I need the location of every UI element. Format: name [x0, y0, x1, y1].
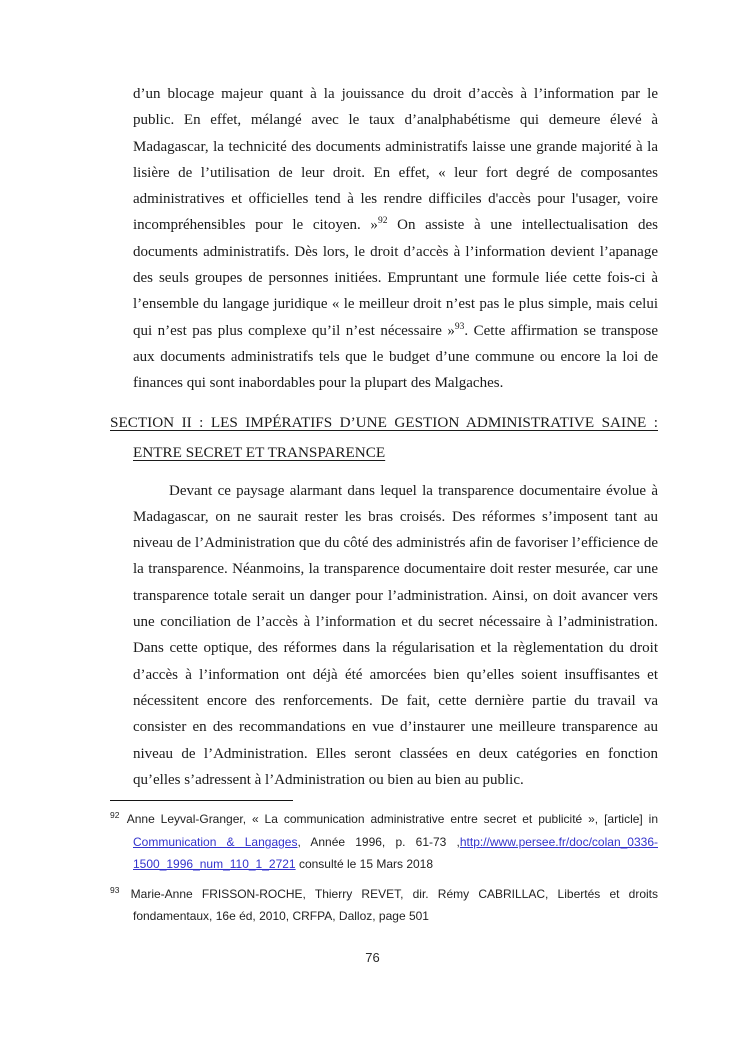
footnote-93-text: Marie-Anne FRISSON-ROCHE, Thierry REVET, dir. Rémy CABRILLAC, Libertés et droits fondamentaux, 16e éd, 2010, CRFPA, Dalloz, page 501	[121, 886, 658, 923]
paragraph-1-text-c: . Cette affirmation se transpose aux documents administratifs tels que le budget d’une commune ou encore la loi de finances qui sont inabordables pour la plupart des Malgaches.	[133, 322, 658, 392]
page-number: 76	[365, 950, 380, 965]
footnote-ref-93: 93	[454, 321, 465, 332]
footnote-93	[110, 883, 658, 928]
paragraph-2: Devant ce paysage alarmant dans lequel la transparence documentaire évolue à Madagascar, on ne saurait rester les bras croisés. Des réformes s’imposent tant au niveau de l’Administration que du côté des administrés afin de favoriser l’efficience de la transparence. Néanmoins, la transparence documentaire doit rester mesurée, car une transparence totale serait un danger pour l’administration. Ainsi, on doit avancer vers une conciliation de l’accès à l’information et du secret nécessaire à l’administration. Dans cette optique, des réformes dans la régularisation et la règlementation du droit d’accès à l’information ont déjà été amorcées bien qu’elles soient insuffisantes et nécessitent encore des renforcements. De fait, cette dernière partie du travail va consister en des recommandations en vue d’instaurer une meilleure transparence au niveau de l’Administration. Elles seront classées en deux catégories en fonction qu’elles s’adressent à l’Administration ou bien au bien au public.	[133, 482, 658, 788]
persee-url-hyperlink[interactable]: http://www.persee.fr/doc/colan_0336-1500_1996_num_110_1_2721	[133, 834, 658, 871]
footnote-92	[110, 808, 658, 876]
footnote-92-text-middle: , Année 1996, p. 61-73 ,	[297, 834, 460, 849]
section-heading-line1: SECTION II : LES IMPÉRATIFS D’UNE GESTION ADMINISTRATIVE SAINE :	[110, 413, 658, 431]
footnotes-section	[110, 800, 658, 928]
footnote-separator-rule	[110, 800, 293, 801]
paragraph-1-text-b: On assiste à une intellectualisation des documents administratifs. Dès lors, le droit d’accès à l’information devient l’apanage des seuls groupes de personnes initiées. Empruntant une formule liée cette fois-ci à l’ensemble du langage juridique « le meilleur droit n’est pas le plus simple, mais celui qui n’est pas plus complexe qu’il n’est nécessaire »	[133, 217, 658, 339]
paragraph-1	[133, 81, 658, 397]
footnote-ref-92: 92	[377, 216, 388, 227]
page-content	[110, 81, 658, 793]
footnote-92-number: 92	[110, 810, 120, 820]
journal-hyperlink[interactable]: Communication & Langages	[133, 834, 298, 849]
footnote-92-text-after: consulté le 15 Mars 2018	[295, 857, 434, 871]
paragraph-1-text-a: d’un blocage majeur quant à la jouissance du droit d’accès à l’information par le public. En effet, mélangé avec le taux d’analphabétisme qui demeure élevé à Madagascar, la technicité des documents administratifs laisse une grande majorité à la lisière de l’utilisation de leur droit. En effet, « leur fort degré de composantes administratives et officielles tend à les rendre difficiles d'accès pour l'usager, voire incompréhensibles pour le citoyen. »	[133, 86, 658, 234]
footnote-93-number: 93	[110, 884, 120, 895]
section-heading-line2: ENTRE SECRET ET TRANSPARENCE	[133, 443, 386, 461]
footnote-92-text-before: Anne Leyval-Granger, « La communication administrative entre secret et publicité », [article] in	[121, 812, 658, 826]
section-heading	[110, 408, 658, 468]
